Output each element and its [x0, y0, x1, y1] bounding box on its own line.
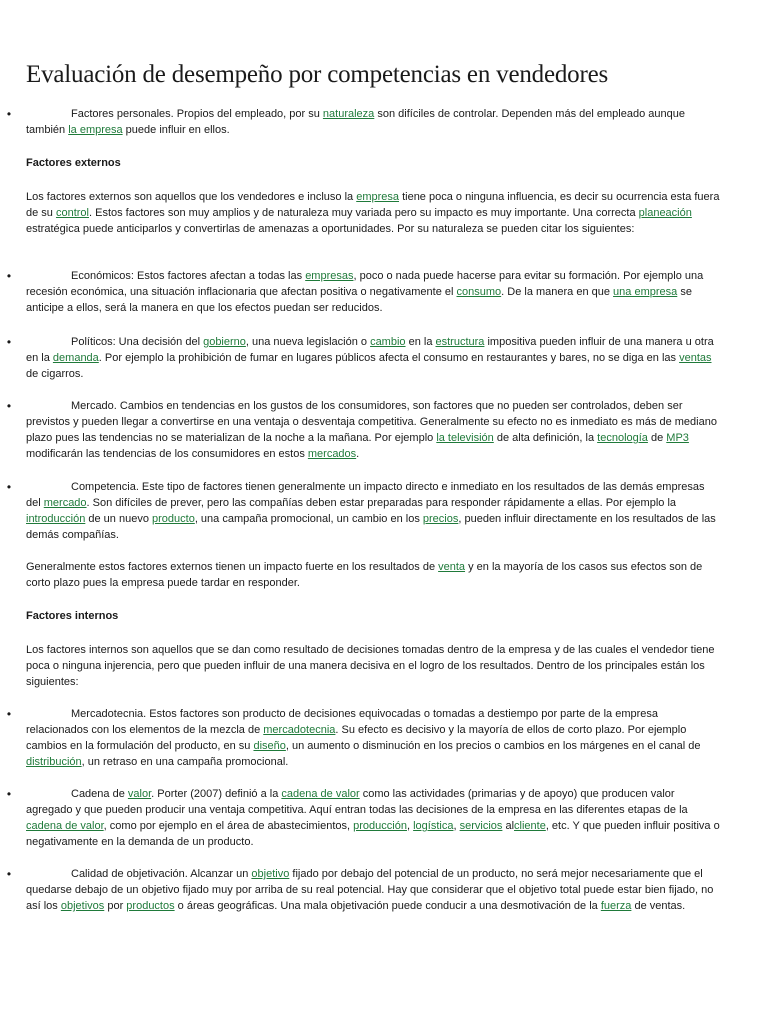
link-una-empresa[interactable]: una empresa — [613, 286, 678, 298]
link-diseno[interactable]: diseño — [253, 740, 286, 752]
paragraph-externos: Los factores externos son aquellos que los vendedores e incluso la empresa tiene poca o ninguna influencia, es decir su ocurrencia esta fuera de su control. Estos factores son muy amplios y de naturaleza muy variada pero su impacto es muy importante. Una correcta planeación estratégica puede anticiparlos y convertirlas de amenazas a oportunidades. Por su naturaleza se pueden citar los siguientes: — [26, 191, 720, 235]
link-la-empresa[interactable]: la empresa — [68, 124, 123, 136]
list-item-economicos: • Económicos: Estos factores afectan a todas las empresas, poco o nada puede hacerse para evitar su formación. Por ejemplo una recesión económica, una situación inflacionaria que afectan positiva o negativamente el consumo. De la manera en que una empresa se anticipe a ellos, será la manera en que los efectos puedan ser reducidos. — [26, 268, 722, 316]
link-empresa[interactable]: empresa — [356, 191, 400, 203]
link-objetivo[interactable]: objetivo — [251, 868, 290, 880]
link-produccion[interactable]: producción — [353, 820, 407, 832]
section-heading-internos: Factores internos — [26, 610, 119, 622]
link-mercados[interactable]: mercados — [307, 448, 357, 460]
bullet: • — [6, 335, 12, 349]
bullet: • — [6, 787, 12, 801]
link-distribucion[interactable]: distribución — [26, 756, 82, 768]
paragraph-generalmente: Generalmente estos factores externos tienen un impacto fuerte en los resultados de venta y en la mayoría de los casos sus efectos son de corto plazo pues la empresa puede tardar en responder. — [26, 561, 703, 589]
link-introduccion[interactable]: introducción — [26, 513, 86, 525]
bullet: • — [6, 707, 12, 721]
list-item-mercado: • Mercado. Cambios en tendencias en los gustos de los consumidores, son factores que no pueden ser controlados, deben ser previstos y pueden llegar a convertirse en una ventaja o desventaja competitiva. Generalmente su efecto no es inmediato es más de mediano plazo pues las tendencias no se materializan de la noche a la mañana. Por ejemplo la televisión de alta definición, la tecnología de MP3 modificarán las tendencias de los consumidores en estos mercados. — [26, 398, 722, 462]
bullet: • — [6, 867, 12, 881]
link-gobierno[interactable]: gobierno — [203, 336, 246, 348]
link-mercadotecnia[interactable]: mercadotecnia — [263, 724, 336, 736]
list-item-cadena-de-valor: • Cadena de valor. Porter (2007) definió a la cadena de valor como las actividades (primarias y de apoyo) que producen valor agregado y que pueden producir una ventaja competitiva. Aquí entran todas las decisiones de la empresa en las diferentes etapas de la cadena de valor, como por ejemplo en el área de abastecimientos, producción, logística, servicios alcliente, etc. Y que pueden influir positiva o negativamente en la demanda de un producto. — [26, 786, 722, 850]
page-title: Evaluación de desempeño por competencias en vendedores — [26, 61, 609, 88]
paragraph-internos: Los factores internos son aquellos que se dan como resultado de decisiones tomadas dentro de la empresa y de las cuales el vendedor tiene poca o ninguna injerencia, pero que pueden influir de una manera decisiva en el logro de los resultados. Dentro de los principales están los siguientes: — [26, 644, 715, 688]
link-valor[interactable]: valor — [127, 788, 152, 800]
bullet: • — [6, 399, 12, 413]
link-producto[interactable]: producto — [152, 513, 195, 525]
link-cadena-de-valor-2[interactable]: cadena de valor — [26, 820, 104, 832]
link-naturaleza[interactable]: naturaleza — [322, 108, 375, 120]
link-servicios[interactable]: servicios — [459, 820, 503, 832]
paragraph: Factores personales. Propios del empleado, por su naturaleza son difíciles de controlar. Dependen más del empleado aunque también la empresa puede influir en ellos. — [26, 108, 685, 136]
link-venta[interactable]: venta — [438, 561, 466, 573]
link-cadena-de-valor[interactable]: cadena de valor — [281, 788, 360, 800]
list-item-competencia: • Competencia. Este tipo de factores tienen generalmente un impacto directo e inmediato en los resultados de las demás empresas del mercado. Son difíciles de prever, pero las compañías deben estar preparadas para responder rápidamente a ellas. Por ejemplo la introducción de un nuevo producto, una campaña promocional, un cambio en los precios, pueden influir directamente en los resultados de las demás compañías. — [26, 479, 722, 543]
list-item-politicos: • Políticos: Una decisión del gobierno, una nueva legislación o cambio en la estructura impositiva pueden influir de una manera u otra en la demanda. Por ejemplo la prohibición de fumar en lugares públicos afecta el consumo en restaurantes y bares, no se diga en las ventas de cigarros. — [26, 334, 722, 382]
link-mp3[interactable]: MP3 — [666, 432, 689, 444]
link-logistica[interactable]: logística — [413, 820, 454, 832]
link-demanda[interactable]: demanda — [52, 352, 99, 364]
link-ventas[interactable]: ventas — [679, 352, 712, 364]
bullet: • — [6, 480, 12, 494]
link-mercado[interactable]: mercado — [43, 497, 87, 509]
list-item-calidad-de-objetivacion: • Calidad de objetivación. Alcanzar un objetivo fijado por debajo del potencial de un producto, no será mejor necesariamente que el quedarse debajo de un objetivo fijado muy por arriba de su real potencial. Hay que considerar que el objetivo total puede estar bien fijado, no así los objetivos por productos o áreas geográficas. Una mala objetivación puede conducir a una desmotivación de la fuerza de ventas. — [26, 866, 722, 914]
section-heading-externos: Factores externos — [26, 157, 121, 169]
link-planeacion[interactable]: planeación — [638, 207, 692, 219]
list-item-mercadotecnia: • Mercadotecnia. Estos factores son producto de decisiones equivocadas o tomadas a destiempo por parte de la empresa relacionados con los elementos de la mezcla de mercadotecnia. Su efecto es decisivo y la mayoría de ellos de corto plazo. Por ejemplo cambios en la formulación del producto, en su diseño, un aumento o disminución en los precios o cambios en los márgenes en el canal de distribución, un retraso en una campaña promocional. — [26, 706, 722, 770]
link-estructura[interactable]: estructura — [435, 336, 485, 348]
link-cliente[interactable]: cliente — [514, 820, 546, 832]
link-objetivos[interactable]: objetivos — [60, 900, 105, 912]
link-consumo[interactable]: consumo — [456, 286, 502, 298]
link-control[interactable]: control — [55, 207, 89, 219]
bullet: • — [6, 269, 12, 283]
link-cambio[interactable]: cambio — [370, 336, 406, 348]
list-item-factores-personales — [6, 106, 722, 138]
link-tecnologia[interactable]: tecnología — [597, 432, 648, 444]
bullet: • — [6, 107, 12, 121]
link-la-television[interactable]: la televisión — [436, 432, 494, 444]
link-fuerza[interactable]: fuerza — [600, 900, 632, 912]
link-precios[interactable]: precios — [422, 513, 459, 525]
link-productos[interactable]: productos — [126, 900, 175, 912]
link-empresas[interactable]: empresas — [305, 270, 354, 282]
